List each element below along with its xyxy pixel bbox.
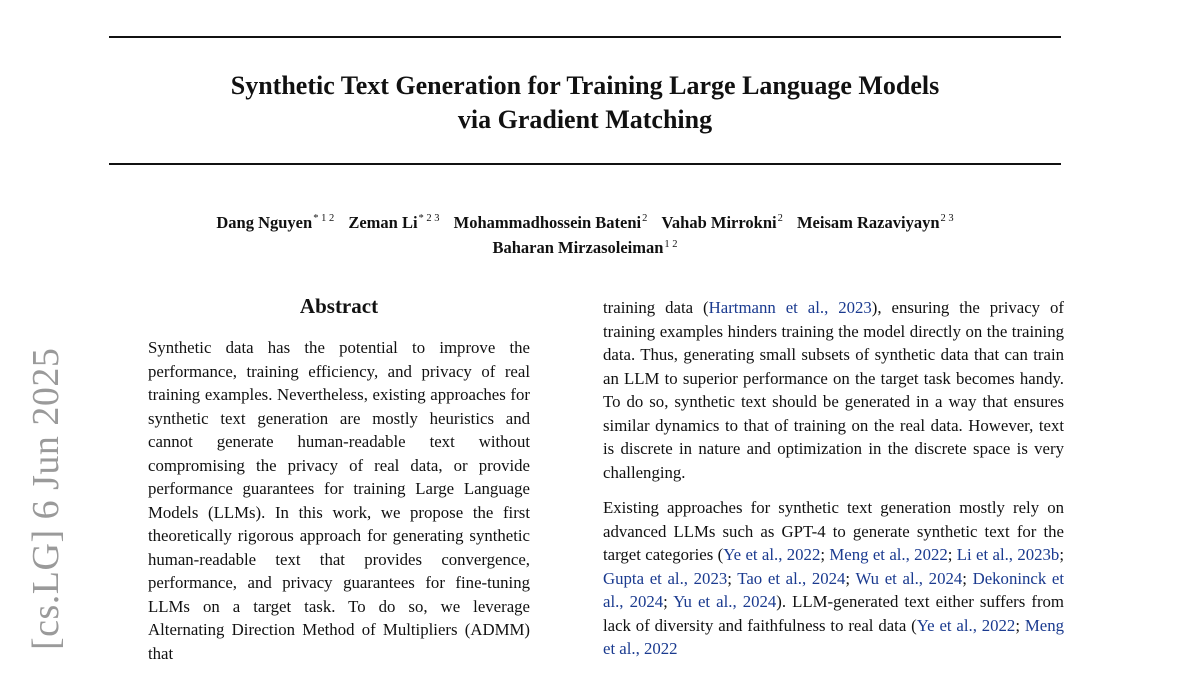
author <box>216 213 334 232</box>
body-text: ). LLM-generated text either suffers from lack of diversity and faithfulness to real data ( <box>603 592 1064 635</box>
body-text: training data ( <box>603 298 709 317</box>
author <box>348 213 439 232</box>
author-affiliation: * 1 2 <box>313 213 335 224</box>
title-rule-bottom <box>109 163 1061 165</box>
author-name: Vahab Mirrokni <box>661 212 777 232</box>
citation-separator: ; <box>727 568 738 588</box>
citation-link[interactable]: Yu et al., 2024 <box>673 592 777 611</box>
author-name: Baharan Mirzasoleiman <box>492 238 664 257</box>
citation-separator: ; <box>845 568 856 588</box>
body-paragraph-1 <box>603 296 1064 484</box>
author-name: Dang Nguyen <box>216 212 313 232</box>
author-affiliation: 2 <box>777 213 783 224</box>
body-text: Existing approaches for synthetic text generation mostly rely on advanced LLMs such as GPT-4 to generate synthetic text for the target categories ( <box>603 498 1064 564</box>
abstract-heading: Abstract <box>299 294 379 318</box>
citation-separator: ; <box>1015 615 1025 635</box>
author <box>454 213 648 232</box>
citation-link[interactable]: Wu et al., 2024 <box>855 568 963 588</box>
author-name: Zeman Li <box>348 212 418 232</box>
author-affiliation: 2 <box>642 213 648 224</box>
citation-link[interactable]: Meng et al., 2022 <box>603 615 1064 658</box>
citation-separator: ; <box>947 545 957 564</box>
author-name: Meisam Razaviyayn <box>796 212 940 232</box>
author-name: Mohammadhossein Bateni <box>453 212 642 232</box>
body-column-right <box>603 296 1064 673</box>
title-line-2: via Gradient Matching <box>457 105 713 134</box>
citation-separator: ; <box>962 568 973 588</box>
citation-link[interactable]: Dekoninck et al., 2024 <box>603 568 1065 611</box>
citation-link[interactable]: Ye et al., 2022 <box>723 545 821 564</box>
citation-link[interactable]: Li et al., 2023b <box>956 545 1060 564</box>
title-rule-top <box>109 36 1061 38</box>
citation-separator: ; <box>1059 545 1064 564</box>
paper-title <box>109 69 1061 137</box>
author-affiliation: 2 3 <box>940 213 954 224</box>
author-list <box>109 208 1061 259</box>
author <box>492 238 677 257</box>
title-line-1: Synthetic Text Generation for Training Large Language Models <box>230 71 940 100</box>
citation-separator: ; <box>663 592 674 611</box>
citation-link[interactable]: Meng et al., 2022 <box>829 545 948 564</box>
citation-separator: ; <box>820 545 830 564</box>
citation-link[interactable]: Hartmann et al., 2023 <box>708 298 872 317</box>
citation-link[interactable]: Tao et al., 2024 <box>737 568 846 588</box>
author-affiliation: 1 2 <box>664 238 678 250</box>
body-text: ), ensuring the privacy of training examples hinders training the model directly on the training data. Thus, generating small subsets of synthetic data that can train an LLM to superior performance on the target task becomes handy. To do so, synthetic text should be generated in a way that ensures similar dynamics to that of training on the real data. However, text is discrete in nature and optimization in the discrete space is very challenging. <box>603 298 1064 482</box>
author <box>797 213 954 232</box>
arxiv-side-stamp: [cs.LG] 6 Jun 2025 <box>25 347 67 650</box>
author-affiliation: * 2 3 <box>418 213 440 224</box>
author <box>662 213 783 232</box>
abstract-text: Synthetic data has the potential to improve the performance, training efficiency, and privacy of real training examples. Nevertheless, existing approaches for synthetic text generation are mostly heuristics and cannot generate human-readable text without compromising the privacy of real data, or provide performance guarantees for training Large Language Models (LLMs). In this work, we propose the first theoretically rigorous approach for generating synthetic human-readable text that provides convergence, performance, and privacy guarantees for fine-tuning LLMs on a target task. To do so, we leverage Alternating Direction Method of Multipliers (ADMM) that <box>148 338 530 663</box>
citation-link[interactable]: Ye et al., 2022 <box>916 615 1016 635</box>
citation-link[interactable]: Gupta et al., 2023 <box>603 568 728 588</box>
body-paragraph-2 <box>603 496 1064 661</box>
